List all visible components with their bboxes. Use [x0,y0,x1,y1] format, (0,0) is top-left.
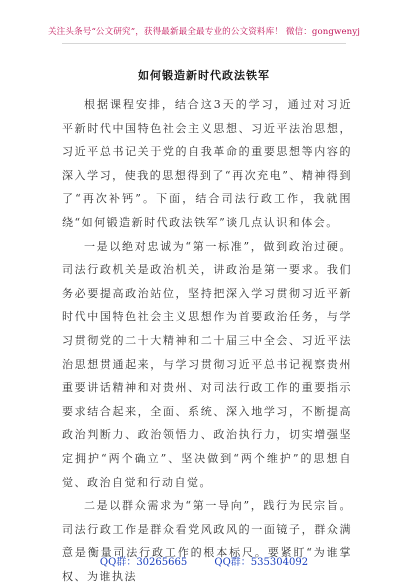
footer-qq-group-1: QQ群：30265665 [99,557,188,568]
paragraph-point-two: 二是以群众需求为“第一导向”，践行为民宗旨。司法行政工作是群众看党风政风的一面镜子，群众满意是衡量司法行政工作的根本标尺。要紧盯“为谁掌权、为谁执法 [62,499,352,583]
paragraph-point-one: 一是以绝对忠诚为“第一标准”，做到政治过硬。司法行政机关是政治机关，讲政治是第一要求。我们务必要提高政治站位，坚持把深入学习贯彻习近平新时代中国特色社会主义思想作为首要政治任务，与学习贯彻党的二十大精神和二十届三中全会、习近平法治思想贯通起来，与学习贯彻习近平总书记视察贵州重要讲话精神和对贵州、对司法行政工作的重要指示要求结合起来，全面、系统、深入地学习，不断提高政治判断力、政治领悟力、政治执行力，切实增强坚定拥护“两个确立”、坚决做到“两个维护”的思想自觉、政治自觉和行动自觉。 [62,239,352,489]
footer-qq-group-2: QQ群：535304092 [214,557,309,568]
document-title: 如何锻造新时代政法铁军 [138,69,270,82]
header-divider [62,43,346,44]
header-notice: 关注头条号“公文研究”，获得最新最全最专业的公文资料库！ 微信：gongwenyj [47,27,361,37]
document-body [62,93,352,588]
footer-qq-groups [0,553,408,568]
paragraph-intro: 根据课程安排，结合这3天的学习，通过对习近平新时代中国特色社会主义思想、习近平法治思想，习近平总书记关于党的自我革命的重要思想等内容的深入学习，使我的思想得到了“再次充电”、精神得到了“再次补钙”。下面，结合司法行政工作，我就围绕“如何锻造新时代政法铁军”谈几点认识和体会。 [62,98,352,229]
